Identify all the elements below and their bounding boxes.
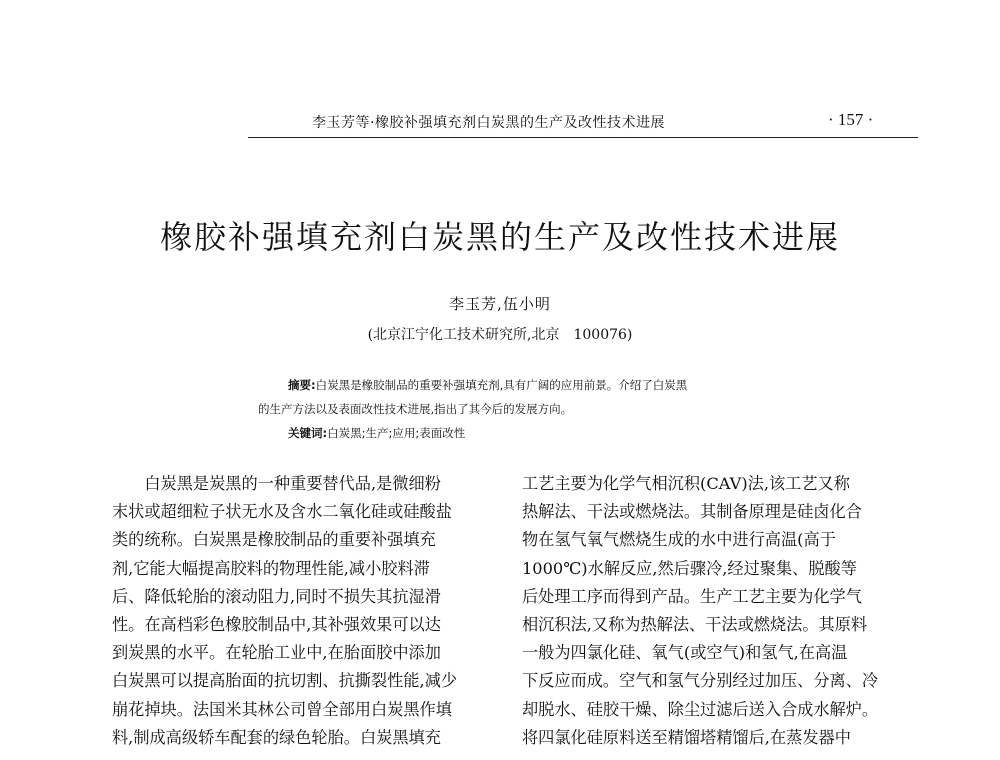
- body-line: 相沉积法,又称为热解法、干法或燃烧法。其原料: [522, 615, 868, 635]
- body-line: 工艺主要为化学气相沉积(CAV)法,该工艺又称: [522, 474, 850, 493]
- body-column-left: [112, 470, 484, 752]
- body-line: 白炭黑是炭黑的一种重要替代品,是微细粉: [112, 474, 441, 493]
- page-number: · 157 ·: [828, 110, 874, 129]
- affiliation: (北京江宁化工技术研究所,北京 100076): [367, 327, 633, 343]
- body-line: 热解法、干法或燃烧法。其制备原理是硅卤化合: [522, 502, 862, 522]
- authors: 李玉芳,伍小明: [449, 295, 551, 313]
- body-line: 物在氢气氧气燃烧生成的水中进行高温(高于: [522, 530, 836, 550]
- body-column-right: [522, 470, 894, 752]
- keywords-label: 关键词:: [288, 426, 328, 440]
- body-line: 将四氯化硅原料送至精馏塔精馏后,在蒸发器中: [522, 727, 851, 747]
- body-line: 1000℃)水解反应,然后骤冷,经过聚集、脱酸等: [522, 558, 857, 578]
- body-line: 下反应而成。空气和氢气分别经过加压、分离、冷: [522, 671, 879, 691]
- body-line: 却脱水、硅胶干燥、除尘过滤后送入合成水解炉。: [522, 699, 879, 719]
- body-line: 末状或超细粒子状无水及含水二氧化硅或硅酸盐: [112, 502, 452, 522]
- abstract-label: 摘要:: [288, 378, 316, 392]
- body-line: 后处理工序而得到产品。生产工艺主要为化学气: [522, 586, 862, 606]
- abstract-line-2: 的生产方法以及表面改性技术进展,指出了其今后的发展方向。: [258, 402, 573, 416]
- keywords-line: [288, 425, 465, 441]
- keywords: 白炭黑;生产;应用;表面改性: [327, 426, 466, 440]
- abstract-text-1: 白炭黑是橡胶制品的重要补强填充剂,具有广阔的应用前景。介绍了白炭黑: [315, 378, 688, 392]
- article-title: 橡胶补强填充剂白炭黑的生产及改性技术进展: [159, 218, 840, 256]
- body-line: 一般为四氯化硅、氧气(或空气)和氢气,在高温: [522, 643, 848, 663]
- body-line: 料,制成高级轿车配套的绿色轮胎。白炭黑填充: [112, 727, 441, 747]
- body-line: 白炭黑可以提高胎面的抗切割、抗撕裂性能,减少: [112, 671, 458, 691]
- body-line: 崩花掉块。法国米其林公司曾全部用白炭黑作填: [112, 699, 452, 719]
- body-line: 性。在高档彩色橡胶制品中,其补强效果可以达: [112, 615, 441, 635]
- abstract-line-1: [288, 377, 687, 393]
- running-head: 李玉芳等·橡胶补强填充剂白炭黑的生产及改性技术进展: [312, 115, 665, 131]
- body-line: 类的统称。白炭黑是橡胶制品的重要补强填充: [112, 530, 436, 550]
- header-rule: [248, 137, 918, 138]
- body-line: 剂,它能大幅提高胶料的物理性能,减小胶料滞: [112, 558, 430, 578]
- body-line: 到炭黑的水平。在轮胎工业中,在胎面胶中添加: [112, 643, 441, 663]
- body-line: 后、降低轮胎的滚动阻力,同时不损失其抗湿滑: [112, 586, 441, 606]
